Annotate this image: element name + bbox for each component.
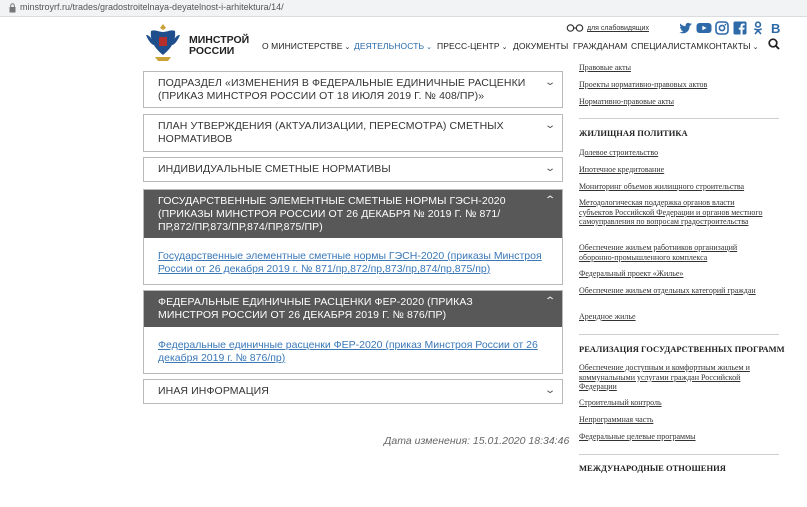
svg-text:B: B <box>771 21 781 35</box>
nav-item-activity[interactable] <box>354 41 432 51</box>
youtube-icon[interactable] <box>696 21 712 35</box>
sidebar-link[interactable]: Федеральный проект «Жилье» <box>579 269 684 278</box>
sidebar-divider <box>579 454 779 455</box>
sidebar-divider <box>579 118 779 119</box>
logo-line-1: МИНСТРОЙ <box>189 34 250 46</box>
sidebar-link[interactable]: Обеспечение доступным и комфортным жильем и коммунальными услугами граждан Российской Федерации <box>579 363 750 391</box>
nav-label: О МИНИСТЕРСТВЕ <box>262 41 343 51</box>
sidebar-link[interactable]: Арендное жилье <box>579 312 636 321</box>
sidebar-link[interactable]: Проекты нормативно-правовых актов <box>579 80 708 89</box>
chevron-up-icon[interactable]: ⌃ <box>543 296 556 307</box>
nav-item-press[interactable] <box>437 41 508 51</box>
accordion-title: ПОДРАЗДЕЛ «ИЗМЕНЕНИЯ В ФЕДЕРАЛЬНЫЕ ЕДИНИЧНЫЕ РАСЦЕНКИ (ПРИКАЗ МИНСТРОЯ РОССИИ ОТ 18 ИЮЛЯ 2019 Г. № 408/ПР)» <box>158 77 526 102</box>
nav-label: ГРАЖДАНАМ <box>573 41 628 51</box>
accordion-item-expanded[interactable] <box>143 189 563 285</box>
chevron-up-icon[interactable]: ⌃ <box>543 195 556 206</box>
site-logo-text[interactable] <box>189 35 249 57</box>
nav-label: ДОКУМЕНТЫ <box>513 41 569 51</box>
odnoklassniki-icon[interactable] <box>752 21 764 35</box>
sidebar-link[interactable]: Правовые акты <box>579 63 631 72</box>
search-icon[interactable] <box>768 38 780 50</box>
accordion-body <box>144 327 562 373</box>
nav-item-contacts[interactable] <box>704 41 759 51</box>
nav-label: КОНТАКТЫ <box>704 41 751 51</box>
chevron-down-icon[interactable]: ⌄ <box>543 385 556 396</box>
accordion-item[interactable] <box>143 114 563 152</box>
accordion-header[interactable] <box>144 115 562 151</box>
accordion-title: ПЛАН УТВЕРЖДЕНИЯ (АКТУАЛИЗАЦИИ, ПЕРЕСМОТРА) СМЕТНЫХ НОРМАТИВОВ <box>158 120 504 145</box>
chevron-down-icon: ⌄ <box>426 44 433 51</box>
accordion-header[interactable] <box>144 380 562 403</box>
accordion-header[interactable] <box>144 158 562 181</box>
url-text[interactable]: minstroyrf.ru/trades/gradostroitelnaya-deyatelnost-i-arhitektura/14/ <box>20 2 284 12</box>
accordion-title: ГОСУДАРСТВЕННЫЕ ЭЛЕМЕНТНЫЕ СМЕТНЫЕ НОРМЫ ГЭСН-2020 (ПРИКАЗЫ МИНСТРОЯ РОССИИ ОТ 26 ДЕКАБРЯ № 2019 Г. № 871/ПР,872/ПР,873/ПР,874/ПР,875/ПР) <box>158 195 506 233</box>
chevron-down-icon[interactable]: ⌄ <box>543 120 556 131</box>
lock-icon <box>9 3 16 13</box>
nav-label: СПЕЦИАЛИСТАМ <box>631 41 704 51</box>
coat-of-arms-logo[interactable] <box>143 21 183 63</box>
sidebar-section-title[interactable]: МЕЖДУНАРОДНЫЕ ОТНОШЕНИЯ <box>579 463 726 473</box>
sidebar-section-title[interactable]: ЖИЛИЩНАЯ ПОЛИТИКА <box>579 128 688 138</box>
facebook-icon[interactable] <box>733 21 747 35</box>
sidebar-link[interactable]: Обеспечение жильем работников организаций оборонно-промышленного комплекса <box>579 243 738 262</box>
sidebar-link[interactable]: Обеспечение жильем отдельных категорий граждан <box>579 286 756 295</box>
document-link[interactable]: Государственные элементные сметные нормы ГЭСН-2020 (приказы Минстроя России от 26 декабря 2019 г. № 871/пр,872/пр,873/пр,874/пр,875/пр) <box>158 250 542 275</box>
change-date: Дата изменения: 15.01.2020 18:34:46 <box>384 435 570 447</box>
accessibility-link[interactable] <box>566 24 649 32</box>
accordion-header[interactable] <box>144 291 562 327</box>
nav-item-specialists[interactable] <box>631 41 704 51</box>
nav-item-about[interactable] <box>262 41 350 51</box>
vk-icon[interactable] <box>770 21 782 35</box>
chevron-down-icon: ⌄ <box>752 44 759 51</box>
logo-line-2: РОССИИ <box>189 45 235 57</box>
sidebar-link[interactable]: Строительный контроль <box>579 398 662 407</box>
accordion-item-expanded[interactable] <box>143 290 563 374</box>
accordion-header[interactable] <box>144 72 562 108</box>
document-link[interactable]: Федеральные единичные расценки ФЕР-2020 (приказ Минстроя России от 26 декабря 2019 г. № 876/пр) <box>158 339 538 364</box>
sidebar-link[interactable]: Нормативно-правовые акты <box>579 97 674 106</box>
sidebar-section-title[interactable]: РЕАЛИЗАЦИЯ ГОСУДАРСТВЕННЫХ ПРОГРАММ <box>579 344 785 354</box>
sidebar-link[interactable]: Долевое строительство <box>579 148 659 157</box>
nav-item-documents[interactable] <box>513 41 568 51</box>
accordion-item[interactable] <box>143 71 563 108</box>
sidebar-link[interactable]: Непрограммная часть <box>579 415 654 424</box>
sidebar-divider <box>579 334 779 335</box>
chevron-down-icon[interactable]: ⌄ <box>543 163 556 174</box>
nav-label: ПРЕСС-ЦЕНТР <box>437 41 500 51</box>
accordion-title: ИНДИВИДУАЛЬНЫЕ СМЕТНЫЕ НОРМАТИВЫ <box>158 163 391 175</box>
accordion-item[interactable] <box>143 379 563 404</box>
nav-item-citizens[interactable] <box>573 41 627 51</box>
chevron-down-icon: ⌄ <box>344 44 351 51</box>
accordion-title: ФЕДЕРАЛЬНЫЕ ЕДИНИЧНЫЕ РАСЦЕНКИ ФЕР-2020 (ПРИКАЗ МИНСТРОЯ РОССИИ ОТ 26 ДЕКАБРЯ 2019 Г. № 876/ПР) <box>158 296 473 321</box>
accordion-title: ИНАЯ ИНФОРМАЦИЯ <box>158 385 269 397</box>
instagram-icon[interactable] <box>715 21 729 35</box>
sidebar-link[interactable]: Мониторинг объемов жилищного строительства <box>579 182 745 191</box>
accessibility-label: для слабовидящих <box>587 24 649 32</box>
accordion-header[interactable] <box>144 190 562 238</box>
browser-address-bar[interactable] <box>0 0 807 17</box>
sidebar-link[interactable]: Методологическая поддержка органов власти субъектов Российской Федерации и органов местного самоуправления по вопросам градостроительства <box>579 198 763 226</box>
chevron-down-icon[interactable]: ⌄ <box>543 77 556 88</box>
nav-label: ДЕЯТЕЛЬНОСТЬ <box>354 41 425 51</box>
sidebar-link[interactable]: Федеральные целевые программы <box>579 432 696 441</box>
chevron-down-icon: ⌄ <box>501 44 508 51</box>
glasses-icon <box>566 24 584 32</box>
twitter-icon[interactable] <box>679 21 693 35</box>
sidebar-link[interactable]: Ипотечное кредитование <box>579 165 665 174</box>
accordion-body <box>144 238 562 284</box>
accordion-item[interactable] <box>143 157 563 182</box>
